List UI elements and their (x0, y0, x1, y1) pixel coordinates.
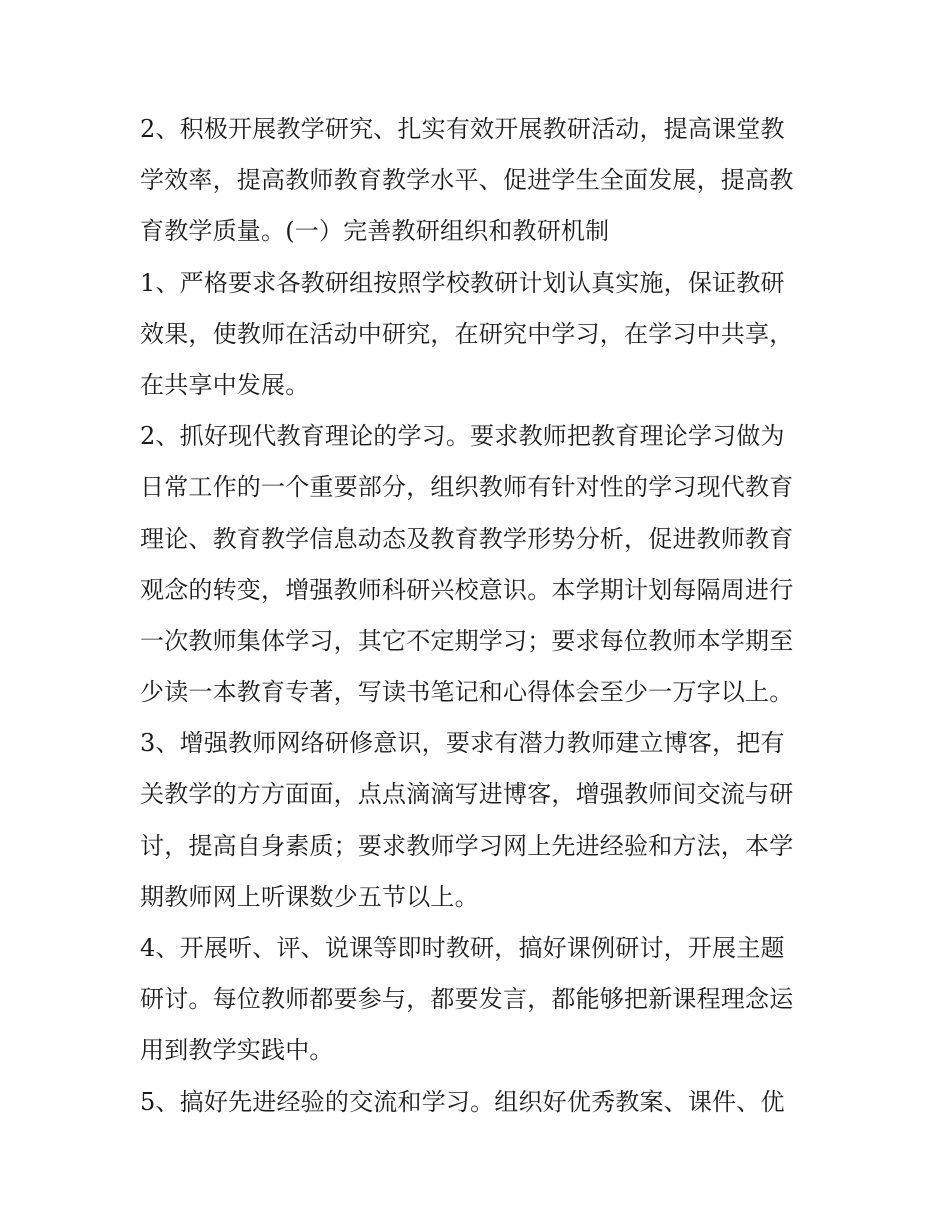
text-line: 关教学的方方面面，点点滴滴写进博客，增强教师间交流与研 (140, 780, 794, 809)
text-line: 理论、教育教学信息动态及教育教学形势分析，促进教师教育 (140, 524, 794, 553)
document-body (140, 104, 820, 1128)
text-line: 3、增强教师网络研修意识，要求有潜力教师建立博客，把有 (140, 729, 785, 758)
text-line: 用到教学实践中。 (140, 1036, 334, 1065)
text-line: 在共享中发展。 (140, 370, 310, 399)
text-line: 讨，提高自身素质；要求教师学习网上先进经验和方法，本学 (140, 831, 794, 860)
text-line: 育教学质量。(一）完善教研组织和教研机制 (140, 217, 610, 246)
text-line: 期教师网上听课数少五节以上。 (140, 882, 479, 911)
text-line: 少读一本教育专著，写读书笔记和心得体会至少一万字以上。 (140, 678, 794, 707)
text-line: 观念的转变，增强教师科研兴校意识。本学期计划每隔周进行 (140, 575, 794, 604)
text-line: 效果，使教师在活动中研究，在研究中学习，在学习中共享， (140, 319, 794, 348)
text-line: 研讨。每位教师都要参与，都要发言，都能够把新课程理念运 (140, 985, 794, 1014)
text-line: 5、搞好先进经验的交流和学习。组织好优秀教案、课件、优 (140, 1087, 785, 1116)
text-line: 2、抓好现代教育理论的学习。要求教师把教育理论学习做为 (140, 422, 785, 451)
text-line: 日常工作的一个重要部分，组织教师有针对性的学习现代教育 (140, 473, 794, 502)
text-line: 一次教师集体学习，其它不定期学习；要求每位教师本学期至 (140, 626, 794, 655)
text-line: 学效率，提高教师教育教学水平、促进学生全面发展，提高教 (140, 166, 794, 195)
text-line: 4、开展听、评、说课等即时教研，搞好课例研讨，开展主题 (140, 934, 785, 962)
text-line: 2、积极开展教学研究、扎实有效开展教研活动，提高课堂教 (140, 115, 785, 143)
text-line: 1、严格要求各教研组按照学校教研计划认真实施，保证教研 (140, 268, 785, 297)
